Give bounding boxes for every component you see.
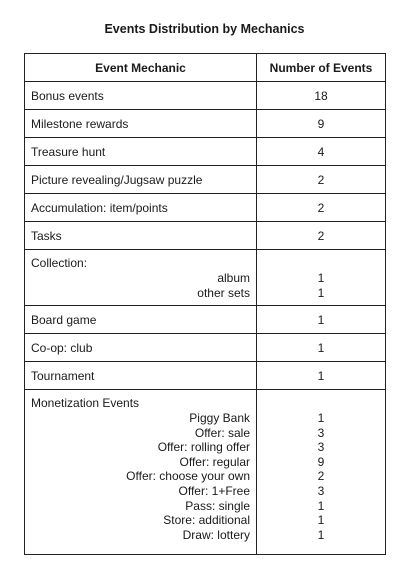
collection-label: Collection:: [31, 256, 88, 270]
monetization-cell: [25, 390, 257, 555]
table-row: [25, 110, 386, 138]
table-row: [25, 222, 386, 250]
sub-item-label: Offer: regular: [179, 454, 250, 469]
sub-item-count: 1: [317, 513, 325, 528]
sub-item-count: 1: [317, 285, 325, 300]
event-count: 2: [257, 166, 386, 194]
sub-item-label: Offer: sale: [194, 425, 250, 440]
sub-item-label: Draw: lottery: [182, 527, 250, 542]
sub-item-label: Offer: 1+Free: [178, 483, 250, 498]
event-count: 2: [257, 222, 386, 250]
sub-item-label: Pass: single: [185, 498, 250, 513]
table-row: [25, 82, 386, 110]
events-table: [24, 53, 386, 555]
sub-item-count: 3: [317, 483, 325, 498]
table-row: [25, 306, 386, 334]
monetization-label: Monetization Events: [31, 396, 140, 410]
table-header-row: [25, 54, 386, 82]
sub-item-count: 1: [317, 411, 325, 425]
mechanic-name: Tasks: [25, 222, 257, 250]
table-row: [25, 138, 386, 166]
sub-item-count: 3: [317, 440, 325, 455]
mechanic-name: Board game: [25, 306, 257, 334]
column-header-count: Number of Events: [257, 54, 386, 82]
sub-item-count: 1: [317, 498, 325, 513]
table-row: [25, 334, 386, 362]
monetization-sublabels: [31, 411, 256, 542]
event-count: 18: [257, 82, 386, 110]
event-count: 4: [257, 138, 386, 166]
collection-cell: [25, 250, 257, 306]
event-count: 1: [257, 306, 386, 334]
sub-item-label: other sets: [197, 285, 250, 300]
mechanic-name: Milestone rewards: [25, 110, 257, 138]
event-count: 1: [257, 334, 386, 362]
sub-item-count: 1: [317, 271, 325, 285]
collection-counts: [257, 250, 386, 306]
mechanic-name: Picture revealing/Jugsaw puzzle: [25, 166, 257, 194]
mechanic-name: Treasure hunt: [25, 138, 257, 166]
mechanic-name: Tournament: [25, 362, 257, 390]
page-title: Events Distribution by Mechanics: [104, 22, 305, 36]
sub-item-label: Store: additional: [163, 513, 250, 528]
mechanic-name: Co-op: club: [25, 334, 257, 362]
collection-sublabels: [31, 271, 256, 300]
event-count: 9: [257, 110, 386, 138]
table-row: [25, 362, 386, 390]
event-count: 2: [257, 194, 386, 222]
table-row-collection: [25, 250, 386, 306]
table-row: [25, 166, 386, 194]
table-row: [25, 194, 386, 222]
column-header-mechanic: Event Mechanic: [25, 54, 257, 82]
table-row-monetization: [25, 390, 386, 555]
sub-item-label: Offer: choose your own: [126, 469, 250, 484]
sub-item-count: 2: [317, 469, 325, 484]
mechanic-name: Bonus events: [25, 82, 257, 110]
mechanic-name: Accumulation: item/points: [25, 194, 257, 222]
sub-item-label: Piggy Bank: [189, 411, 250, 425]
monetization-counts: [257, 390, 386, 555]
event-count: 1: [257, 362, 386, 390]
sub-item-label: album: [217, 271, 250, 285]
sub-item-count: 9: [317, 454, 325, 469]
sub-item-label: Offer: rolling offer: [157, 440, 250, 455]
sub-item-count: 1: [317, 527, 325, 542]
sub-item-count: 3: [317, 425, 325, 440]
